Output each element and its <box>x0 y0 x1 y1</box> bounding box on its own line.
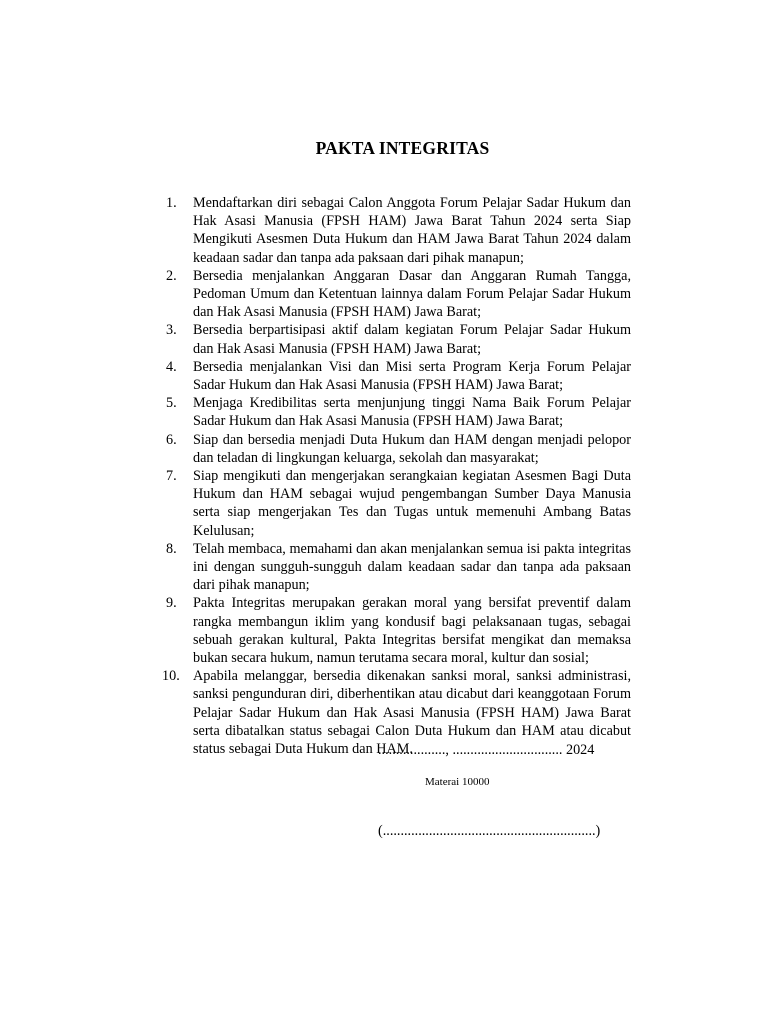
item-text: Bersedia menjalankan Anggaran Dasar dan Anggaran Rumah Tangga, Pedoman Umum dan Ketentuan lainnya dalam Forum Pelajar Sadar Hukum dan Hak Asasi Manusia (FPSH HAM) Jawa Barat; <box>193 267 631 321</box>
item-number: 7. <box>166 468 177 485</box>
item-text: Bersedia menjalankan Visi dan Misi serta Program Kerja Forum Pelajar Sadar Hukum dan Hak Asasi Manusia (FPSH HAM) Jawa Barat; <box>193 358 631 394</box>
list-item <box>166 321 631 357</box>
list-item <box>166 267 631 322</box>
item-text: Siap dan bersedia menjadi Duta Hukum dan HAM dengan menjadi pelopor dan teladan di lingkungan keluarga, sekolah dan masyarakat; <box>193 431 631 466</box>
list-item <box>166 358 631 394</box>
list-item <box>166 594 631 667</box>
item-number: 5. <box>166 395 177 412</box>
stamp-label: Materai 10000 <box>425 776 490 788</box>
item-number: 4. <box>166 358 177 375</box>
item-number: 9. <box>166 595 177 612</box>
item-text: Bersedia berpartisipasi aktif dalam kegiatan Forum Pelajar Sadar Hukum dan Hak Asasi Manusia (FPSH HAM) Jawa Barat; <box>193 322 631 357</box>
item-number: 3. <box>166 322 177 339</box>
item-number: 2. <box>166 267 177 284</box>
item-text: Telah membaca, memahami dan akan menjalankan semua isi pakta integritas ini dengan sungguh-sungguh dalam keadaan sadar dan tanpa ada paksaan dari pihak manapun; <box>193 540 631 594</box>
item-text: Mendaftarkan diri sebagai Calon Anggota Forum Pelajar Sadar Hukum dan Hak Asasi Manusia (FPSH HAM) Jawa Barat Tahun 2024 serta Siap Mengikuti Asesmen Duta Hukum dan HAM Jawa Barat Tahun 2024 dalam keadaan sadar dan tanpa ada paksaan dari pihak manapun; <box>193 195 631 266</box>
item-number: 6. <box>166 431 177 448</box>
item-number: 8. <box>166 540 177 557</box>
list-item <box>166 540 631 595</box>
place-date-line: ..................., ............................... 2024 <box>378 742 595 758</box>
list-item <box>166 431 631 467</box>
item-number: 1. <box>166 195 177 211</box>
item-text: Menjaga Kredibilitas serta menjunjung tinggi Nama Baik Forum Pelajar Sadar Hukum dan Hak Asasi Manusia (FPSH HAM) Jawa Barat; <box>193 395 631 430</box>
page-title: PAKTA INTEGRITAS <box>315 138 490 158</box>
list-item <box>166 194 631 267</box>
item-text: Pakta Integritas merupakan gerakan moral yang bersifat preventif dalam rangka membangun iklim yang kondusif bagi pelaksanaan tugas, sebagai sebuah gerakan kultural, Pakta Integritas bersifat mengikat dan memaksa bukan secara hukum, namun terutama secara moral, kultur dan sosial; <box>193 595 631 667</box>
list-item <box>166 394 631 430</box>
item-text: Siap mengikuti dan mengerjakan serangkaian kegiatan Asesmen Bagi Duta Hukum dan HAM sebagai wujud pengembangan Sumber Daya Manusia serta siap mengerjakan Tes dan Tugas untuk memenuhi Ambang Batas Kelulusan; <box>193 468 631 539</box>
signature-line: (............................................................) <box>378 823 601 839</box>
pact-items-list <box>162 194 631 758</box>
item-number: 10. <box>162 668 180 685</box>
list-item <box>166 467 631 540</box>
item-text: Apabila melanggar, bersedia dikenakan sanksi moral, sanksi administrasi, sanksi pengunduran diri, diberhentikan atau dicabut dari keanggotaan Forum Pelajar Sadar Hukum dan Hak Asasi Manusia (FPSH HAM) Jawa Barat serta dibatalkan status sebagai Calon Duta Hukum dan HAM atau dicabut status sebagai Duta Hukum dan HAM. <box>193 668 631 758</box>
